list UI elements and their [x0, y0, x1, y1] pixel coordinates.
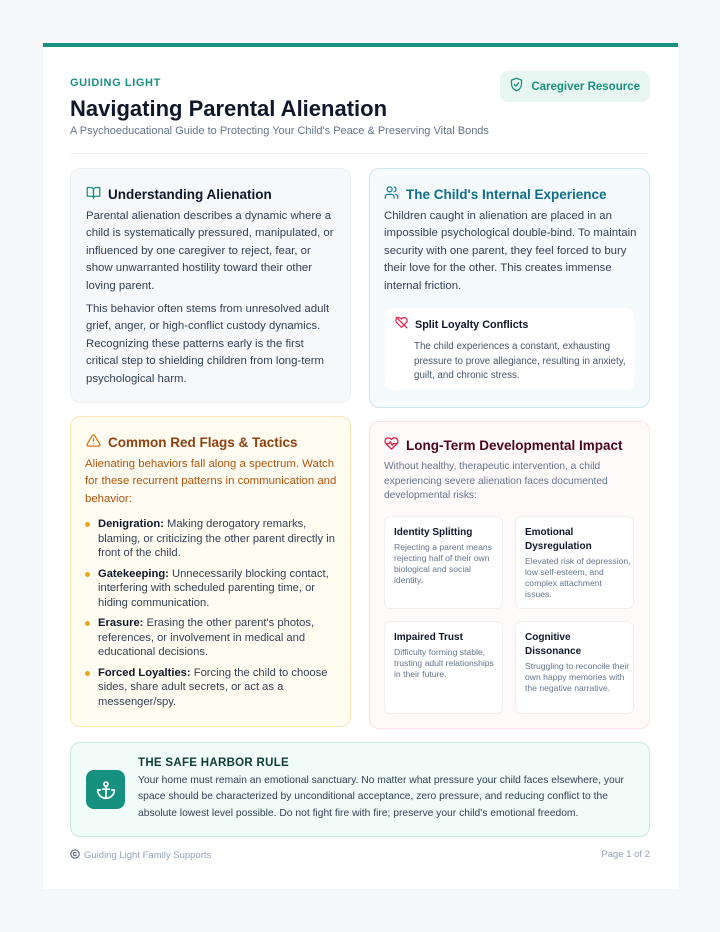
safe-harbor-title: THE SAFE HARBOR RULE	[138, 757, 290, 769]
tile-text: Elevated risk of depression, low self-esteem, and complex attachment issues.	[525, 556, 631, 599]
impact-tile	[515, 621, 634, 714]
split-loyalty-title: Split Loyalty Conflicts	[415, 319, 529, 331]
page-subtitle: A Psychoeducational Guide to Protecting Your Child's Peace & Preserving Vital Bonds	[70, 125, 489, 137]
safe-harbor-text: Your home must remain an emotional sanctuary. No matter what pressure your child faces elsewhere, your space should be characterized by unconditional acceptance, zero pressure, and reducing conflict to the absolute lowest level possible. Do not fight fire with fire; preserve your child's emotional freedom.	[138, 775, 624, 819]
page	[43, 43, 678, 889]
footer-org-label: Guiding Light Family Supports	[84, 850, 212, 861]
tile-title: Cognitive Dissonance	[525, 632, 582, 657]
heart-pulse-icon	[384, 436, 399, 454]
accent-bar	[43, 43, 678, 47]
page-number: Page 1 of 2	[601, 849, 650, 860]
understanding-title: Understanding Alienation	[108, 186, 272, 202]
impact-card	[369, 421, 650, 729]
safe-harbor-callout	[70, 742, 650, 837]
impact-tile	[384, 621, 503, 714]
impact-heading	[384, 436, 623, 454]
flag-text: Forcing the child to choose sides, share adult secrets, or act as a messenger/spy.	[98, 666, 328, 708]
split-loyalty-box	[385, 308, 634, 390]
tile-text: Rejecting a parent means rejecting half of their own biological and social identity.	[394, 542, 492, 585]
bullet-dot	[85, 522, 90, 527]
list-item	[85, 567, 340, 611]
flag-text: Unnecessarily blocking contact, interfering with scheduled parenting time, or hiding communication.	[98, 567, 329, 609]
tile-title: Impaired Trust	[394, 632, 463, 643]
split-loyalty-text: The child experiences a constant, exhausting pressure to prove allegiance, resulting in anxiety, guilt, and chronic stress.	[414, 341, 626, 381]
bullet-dot	[85, 621, 90, 626]
tile-title: Identity Splitting	[394, 527, 473, 538]
eyebrow-label: GUIDING LIGHT	[70, 77, 161, 89]
heart-off-icon	[395, 316, 408, 334]
bullet-dot	[85, 671, 90, 676]
impact-title: Long-Term Developmental Impact	[406, 437, 623, 453]
flag-term: Erasure:	[98, 617, 144, 629]
impact-tile	[515, 516, 634, 609]
tile-text: Difficulty forming stable, trusting adult relationships in their future.	[394, 647, 494, 679]
divider	[70, 153, 649, 154]
bullet-dot	[85, 572, 90, 577]
list-item	[85, 616, 340, 660]
red-flags-title: Common Red Flags & Tactics	[108, 434, 298, 450]
page-title: Navigating Parental Alienation	[70, 96, 388, 121]
red-flags-intro: Alienating behaviors fall along a spectrum. Watch for these recurrent patterns in communication and behavior:	[85, 458, 337, 505]
flag-text: Erasing the other parent's photos, references, or involvement in medical and educational decisions.	[98, 617, 315, 658]
understanding-para-1: Parental alienation describes a dynamic where a child is systematically pressured, manipulated, or influenced by one caregiver to reject, fear, or show unwarranted hostility toward their other loving parent.	[86, 210, 334, 292]
tile-title: Emotional Dysregulation	[525, 527, 592, 552]
impact-tile	[384, 516, 503, 609]
internal-heading	[384, 185, 607, 203]
list-item	[85, 517, 340, 561]
tile-text: Struggling to reconcile their own happy memories with the negative narrative.	[525, 661, 630, 693]
red-flags-list	[85, 517, 340, 715]
understanding-para-2: This behavior often stems from unresolved adult grief, anger, or high-conflict custody dynamics. Recognizing these patterns early is the first critical step to shielding children from long-term psychological harm.	[86, 303, 330, 385]
split-loyalty-heading	[395, 316, 528, 334]
understanding-card	[70, 168, 351, 403]
list-item	[85, 666, 340, 710]
anchor-icon	[86, 770, 125, 809]
shield-check-icon	[509, 77, 524, 97]
flag-term: Forced Loyalties:	[98, 666, 191, 679]
users-icon	[384, 185, 399, 203]
flag-text: Making derogatory remarks, blaming, or criticizing the other parent directly in front of the child.	[98, 518, 335, 559]
caregiver-resource-badge	[500, 71, 650, 102]
flag-term: Gatekeeping:	[98, 567, 169, 580]
copyright-icon	[70, 849, 80, 862]
flag-term: Denigration:	[98, 518, 164, 530]
red-flags-card	[70, 416, 351, 727]
warning-triangle-icon	[86, 433, 101, 451]
understanding-heading	[86, 185, 272, 203]
impact-intro: Without healthy, therapeutic intervention, a child experiencing severe alienation faces documented developmental risks:	[384, 461, 608, 502]
internal-para: Children caught in alienation are placed in an impossible psychological double-bind. To maintain security with one parent, they feel forced to bury their love for the other. This creates immense internal friction.	[384, 210, 637, 292]
internal-experience-card	[369, 168, 650, 408]
internal-title: The Child's Internal Experience	[406, 186, 607, 202]
footer-org	[70, 849, 211, 862]
book-open-icon	[86, 185, 101, 203]
badge-label: Caregiver Resource	[531, 80, 640, 93]
red-flags-heading	[86, 433, 298, 451]
